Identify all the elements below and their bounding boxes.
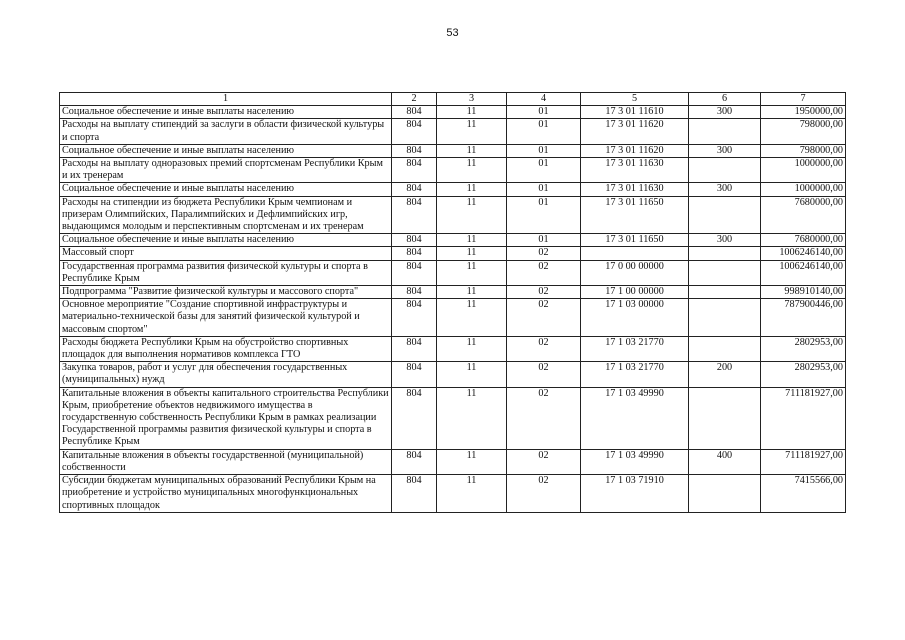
subsection-code-cell: 02 (507, 362, 581, 387)
section-code-cell: 11 (437, 144, 507, 157)
section-code-cell: 11 (437, 234, 507, 247)
ministry-code-cell: 804 (392, 449, 437, 474)
ministry-code-cell: 804 (392, 336, 437, 361)
expense-type-cell: 200 (689, 362, 761, 387)
subsection-code-cell: 01 (507, 183, 581, 196)
subsection-code-cell: 01 (507, 234, 581, 247)
target-article-cell: 17 1 03 49990 (581, 449, 689, 474)
target-article-cell: 17 0 00 00000 (581, 260, 689, 285)
table-body (60, 106, 846, 513)
table-row (60, 260, 846, 285)
subsection-code-cell: 01 (507, 196, 581, 234)
item-name-cell: Капитальные вложения в объекты капитального строительства Республики Крым, приобретение объектов недвижимого имущества в государственную собственность Республики Крым в рамках реализации Государственной программы развития физической культуры и спорта в Республике Крым (60, 387, 392, 449)
amount-cell: 1950000,00 (761, 106, 846, 119)
amount-cell: 711181927,00 (761, 449, 846, 474)
section-code-cell: 11 (437, 449, 507, 474)
amount-cell: 798000,00 (761, 119, 846, 144)
subsection-code-cell: 02 (507, 449, 581, 474)
subsection-code-cell: 01 (507, 158, 581, 183)
item-name-cell: Социальное обеспечение и иные выплаты населению (60, 144, 392, 157)
amount-cell: 2802953,00 (761, 362, 846, 387)
table-row (60, 286, 846, 299)
ministry-code-cell: 804 (392, 387, 437, 449)
target-article-cell: 17 3 01 11620 (581, 119, 689, 144)
expense-type-cell (689, 475, 761, 513)
amount-cell: 1006246140,00 (761, 260, 846, 285)
item-name-cell: Субсидии бюджетам муниципальных образований Республики Крым на приобретение и устройство муниципальных многофункциональных спортивных площадок (60, 475, 392, 513)
amount-cell: 1000000,00 (761, 158, 846, 183)
section-code-cell: 11 (437, 260, 507, 285)
section-code-cell: 11 (437, 158, 507, 183)
item-name-cell: Основное мероприятие "Создание спортивной инфраструктуры и материально-технической базы для занятий физической культурой и массовым спортом" (60, 299, 392, 337)
item-name-cell: Социальное обеспечение и иные выплаты населению (60, 234, 392, 247)
section-code-cell: 11 (437, 387, 507, 449)
ministry-code-cell: 804 (392, 183, 437, 196)
table-row (60, 247, 846, 260)
amount-cell: 787900446,00 (761, 299, 846, 337)
ministry-code-cell: 804 (392, 362, 437, 387)
ministry-code-cell: 804 (392, 144, 437, 157)
amount-cell: 998910140,00 (761, 286, 846, 299)
section-code-cell: 11 (437, 196, 507, 234)
expense-type-cell (689, 196, 761, 234)
header-cell: 1 (60, 93, 392, 106)
ministry-code-cell: 804 (392, 286, 437, 299)
header-cell: 5 (581, 93, 689, 106)
item-name-cell: Расходы на выплату стипендий за заслуги в области физической культуры и спорта (60, 119, 392, 144)
subsection-code-cell: 02 (507, 475, 581, 513)
expense-type-cell (689, 260, 761, 285)
expense-type-cell (689, 158, 761, 183)
table-row (60, 234, 846, 247)
item-name-cell: Государственная программа развития физической культуры и спорта в Республике Крым (60, 260, 392, 285)
amount-cell: 7680000,00 (761, 234, 846, 247)
subsection-code-cell: 02 (507, 286, 581, 299)
target-article-cell: 17 1 03 21770 (581, 362, 689, 387)
amount-cell: 711181927,00 (761, 387, 846, 449)
ministry-code-cell: 804 (392, 260, 437, 285)
amount-cell: 7415566,00 (761, 475, 846, 513)
subsection-code-cell: 02 (507, 336, 581, 361)
expense-type-cell (689, 299, 761, 337)
page-number: 53 (446, 27, 459, 39)
table-row (60, 144, 846, 157)
section-code-cell: 11 (437, 183, 507, 196)
amount-cell: 2802953,00 (761, 336, 846, 361)
item-name-cell: Расходы на стипендии из бюджета Республики Крым чемпионам и призерам Олимпийских, Паралимпийских и Дефлимпийских игр, выдающимся молодым и перспективным спортсменам и их тренерам (60, 196, 392, 234)
target-article-cell: 17 3 01 11650 (581, 234, 689, 247)
header-cell: 6 (689, 93, 761, 106)
subsection-code-cell: 02 (507, 387, 581, 449)
target-article-cell: 17 1 03 00000 (581, 299, 689, 337)
expense-type-cell (689, 119, 761, 144)
target-article-cell (581, 247, 689, 260)
section-code-cell: 11 (437, 106, 507, 119)
header-cell: 2 (392, 93, 437, 106)
expense-type-cell (689, 247, 761, 260)
expense-type-cell: 300 (689, 144, 761, 157)
subsection-code-cell: 01 (507, 144, 581, 157)
item-name-cell: Массовый спорт (60, 247, 392, 260)
expense-type-cell (689, 336, 761, 361)
expense-type-cell: 300 (689, 183, 761, 196)
table-row (60, 449, 846, 474)
target-article-cell: 17 1 03 49990 (581, 387, 689, 449)
section-code-cell: 11 (437, 119, 507, 144)
table-row (60, 119, 846, 144)
section-code-cell: 11 (437, 362, 507, 387)
target-article-cell: 17 1 03 71910 (581, 475, 689, 513)
section-code-cell: 11 (437, 336, 507, 361)
amount-cell: 798000,00 (761, 144, 846, 157)
section-code-cell: 11 (437, 286, 507, 299)
table-row (60, 106, 846, 119)
header-row (60, 93, 846, 106)
target-article-cell: 17 1 03 21770 (581, 336, 689, 361)
subsection-code-cell: 01 (507, 106, 581, 119)
table-row (60, 362, 846, 387)
target-article-cell: 17 3 01 11630 (581, 183, 689, 196)
expense-type-cell: 400 (689, 449, 761, 474)
ministry-code-cell: 804 (392, 196, 437, 234)
table-row (60, 196, 846, 234)
expense-type-cell: 300 (689, 234, 761, 247)
section-code-cell: 11 (437, 247, 507, 260)
ministry-code-cell: 804 (392, 475, 437, 513)
table-row (60, 158, 846, 183)
item-name-cell: Закупка товаров, работ и услуг для обеспечения государственных (муниципальных) нужд (60, 362, 392, 387)
expense-type-cell: 300 (689, 106, 761, 119)
target-article-cell: 17 3 01 11650 (581, 196, 689, 234)
subsection-code-cell: 02 (507, 260, 581, 285)
target-article-cell: 17 3 01 11630 (581, 158, 689, 183)
item-name-cell: Социальное обеспечение и иные выплаты населению (60, 106, 392, 119)
ministry-code-cell: 804 (392, 299, 437, 337)
ministry-code-cell: 804 (392, 106, 437, 119)
ministry-code-cell: 804 (392, 119, 437, 144)
table-row (60, 387, 846, 449)
target-article-cell: 17 3 01 11620 (581, 144, 689, 157)
table-row (60, 336, 846, 361)
subsection-code-cell: 02 (507, 299, 581, 337)
table-row (60, 183, 846, 196)
ministry-code-cell: 804 (392, 234, 437, 247)
item-name-cell: Расходы бюджета Республики Крым на обустройство спортивных площадок для выполнения нормативов комплекса ГТО (60, 336, 392, 361)
section-code-cell: 11 (437, 475, 507, 513)
table-row (60, 475, 846, 513)
subsection-code-cell: 01 (507, 119, 581, 144)
item-name-cell: Капитальные вложения в объекты государственной (муниципальной) собственности (60, 449, 392, 474)
target-article-cell: 17 3 01 11610 (581, 106, 689, 119)
amount-cell: 1006246140,00 (761, 247, 846, 260)
table-row (60, 299, 846, 337)
header-cell: 4 (507, 93, 581, 106)
expense-type-cell (689, 387, 761, 449)
item-name-cell: Социальное обеспечение и иные выплаты населению (60, 183, 392, 196)
ministry-code-cell: 804 (392, 247, 437, 260)
header-cell: 3 (437, 93, 507, 106)
ministry-code-cell: 804 (392, 158, 437, 183)
subsection-code-cell: 02 (507, 247, 581, 260)
amount-cell: 7680000,00 (761, 196, 846, 234)
section-code-cell: 11 (437, 299, 507, 337)
header-cell: 7 (761, 93, 846, 106)
amount-cell: 1000000,00 (761, 183, 846, 196)
budget-table (59, 92, 846, 513)
item-name-cell: Расходы на выплату одноразовых премий спортсменам Республики Крым и их тренерам (60, 158, 392, 183)
target-article-cell: 17 1 00 00000 (581, 286, 689, 299)
expense-type-cell (689, 286, 761, 299)
item-name-cell: Подпрограмма "Развитие физической культуры и массового спорта" (60, 286, 392, 299)
